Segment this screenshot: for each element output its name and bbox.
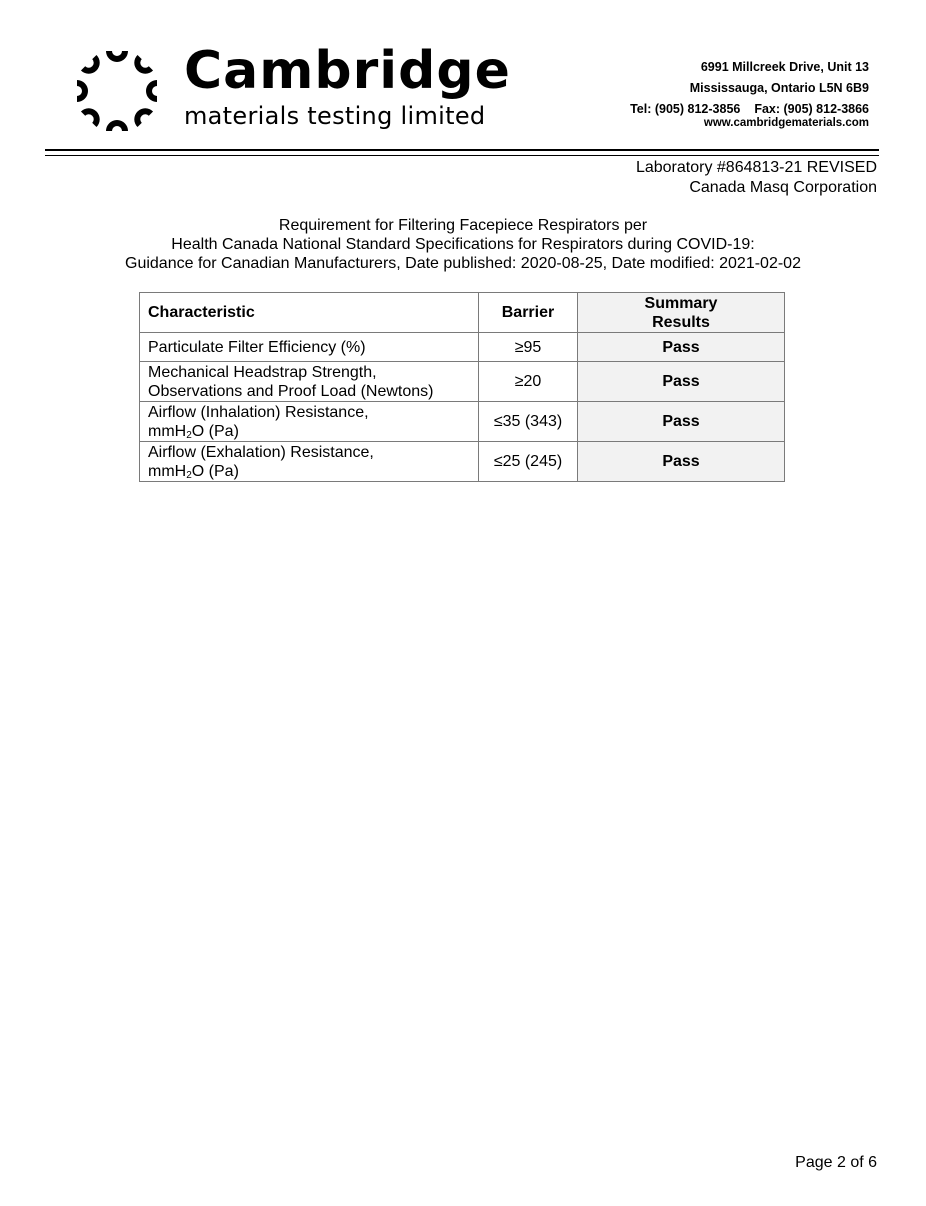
header-characteristic: Characteristic — [140, 293, 479, 333]
header-divider-thick — [45, 149, 879, 151]
unit-suffix: O (Pa) — [191, 462, 239, 480]
unit-prefix: mmH — [148, 462, 187, 480]
unit-subscript: 2 — [186, 469, 192, 481]
characteristic-cell — [140, 333, 479, 362]
characteristic-cell — [140, 362, 479, 402]
characteristic-text: Mechanical Headstrap Strength, — [148, 363, 377, 381]
brand-name: Cambridge — [184, 41, 511, 101]
characteristic-text: Airflow (Exhalation) Resistance, — [148, 443, 374, 461]
header-summary-line-1: Summary — [644, 294, 718, 312]
characteristic-cell — [140, 442, 479, 482]
result-cell: Pass — [578, 442, 785, 482]
page-number: Page 2 of 6 — [795, 1154, 877, 1171]
characteristic-text: Particulate Filter Efficiency (%) — [148, 338, 366, 356]
contact-block — [630, 57, 869, 130]
characteristic-text-line-2: Observations and Proof Load (Newtons) — [148, 382, 434, 400]
characteristic-text: Airflow (Inhalation) Resistance, — [148, 403, 369, 421]
result-cell: Pass — [578, 402, 785, 442]
tel-number: Tel: (905) 812-3856 — [630, 102, 741, 116]
address-line-2: Mississauga, Ontario L5N 6B9 — [689, 81, 869, 95]
lab-info — [636, 158, 877, 198]
barrier-cell: ≤35 (343) — [479, 402, 578, 442]
result-cell: Pass — [578, 333, 785, 362]
table-row — [140, 402, 785, 442]
requirement-line-3: Guidance for Canadian Manufacturers, Date published: 2020-08-25, Date modified: 2021-02-02 — [125, 255, 801, 272]
header-divider-thin — [45, 155, 879, 156]
header-summary-results — [578, 293, 785, 333]
requirement-line-2: Health Canada National Standard Specifications for Respirators during COVID-19: — [171, 236, 755, 253]
barrier-cell: ≥95 — [479, 333, 578, 362]
address-line-1: 6991 Millcreek Drive, Unit 13 — [700, 60, 869, 74]
requirement-line-1: Requirement for Filtering Facepiece Respirators per — [278, 217, 648, 234]
characteristic-cell — [140, 402, 479, 442]
website-link[interactable]: www.cambridgematerials.com — [703, 117, 869, 129]
table-row — [140, 442, 785, 482]
lab-number: Laboratory #864813-21 REVISED — [635, 159, 877, 176]
header-barrier: Barrier — [479, 293, 578, 333]
results-table — [139, 292, 785, 482]
client-name: Canada Masq Corporation — [689, 179, 877, 196]
header-summary-line-2: Results — [652, 313, 710, 331]
unit-prefix: mmH — [148, 422, 187, 440]
unit-subscript: 2 — [186, 429, 192, 441]
barrier-cell: ≤25 (245) — [479, 442, 578, 482]
requirement-heading — [0, 216, 926, 273]
table-header-row — [140, 293, 785, 333]
table-row — [140, 362, 785, 402]
table-row — [140, 333, 785, 362]
brand-block — [184, 42, 511, 130]
brand-subtitle: materials testing limited — [184, 102, 486, 130]
barrier-cell: ≥20 — [479, 362, 578, 402]
unit-text — [148, 423, 239, 440]
unit-text — [148, 463, 239, 480]
cambridge-swirl-logo-icon — [72, 46, 162, 136]
result-cell: Pass — [578, 362, 785, 402]
unit-suffix: O (Pa) — [191, 422, 239, 440]
fax-number: Fax: (905) 812-3866 — [754, 102, 869, 116]
